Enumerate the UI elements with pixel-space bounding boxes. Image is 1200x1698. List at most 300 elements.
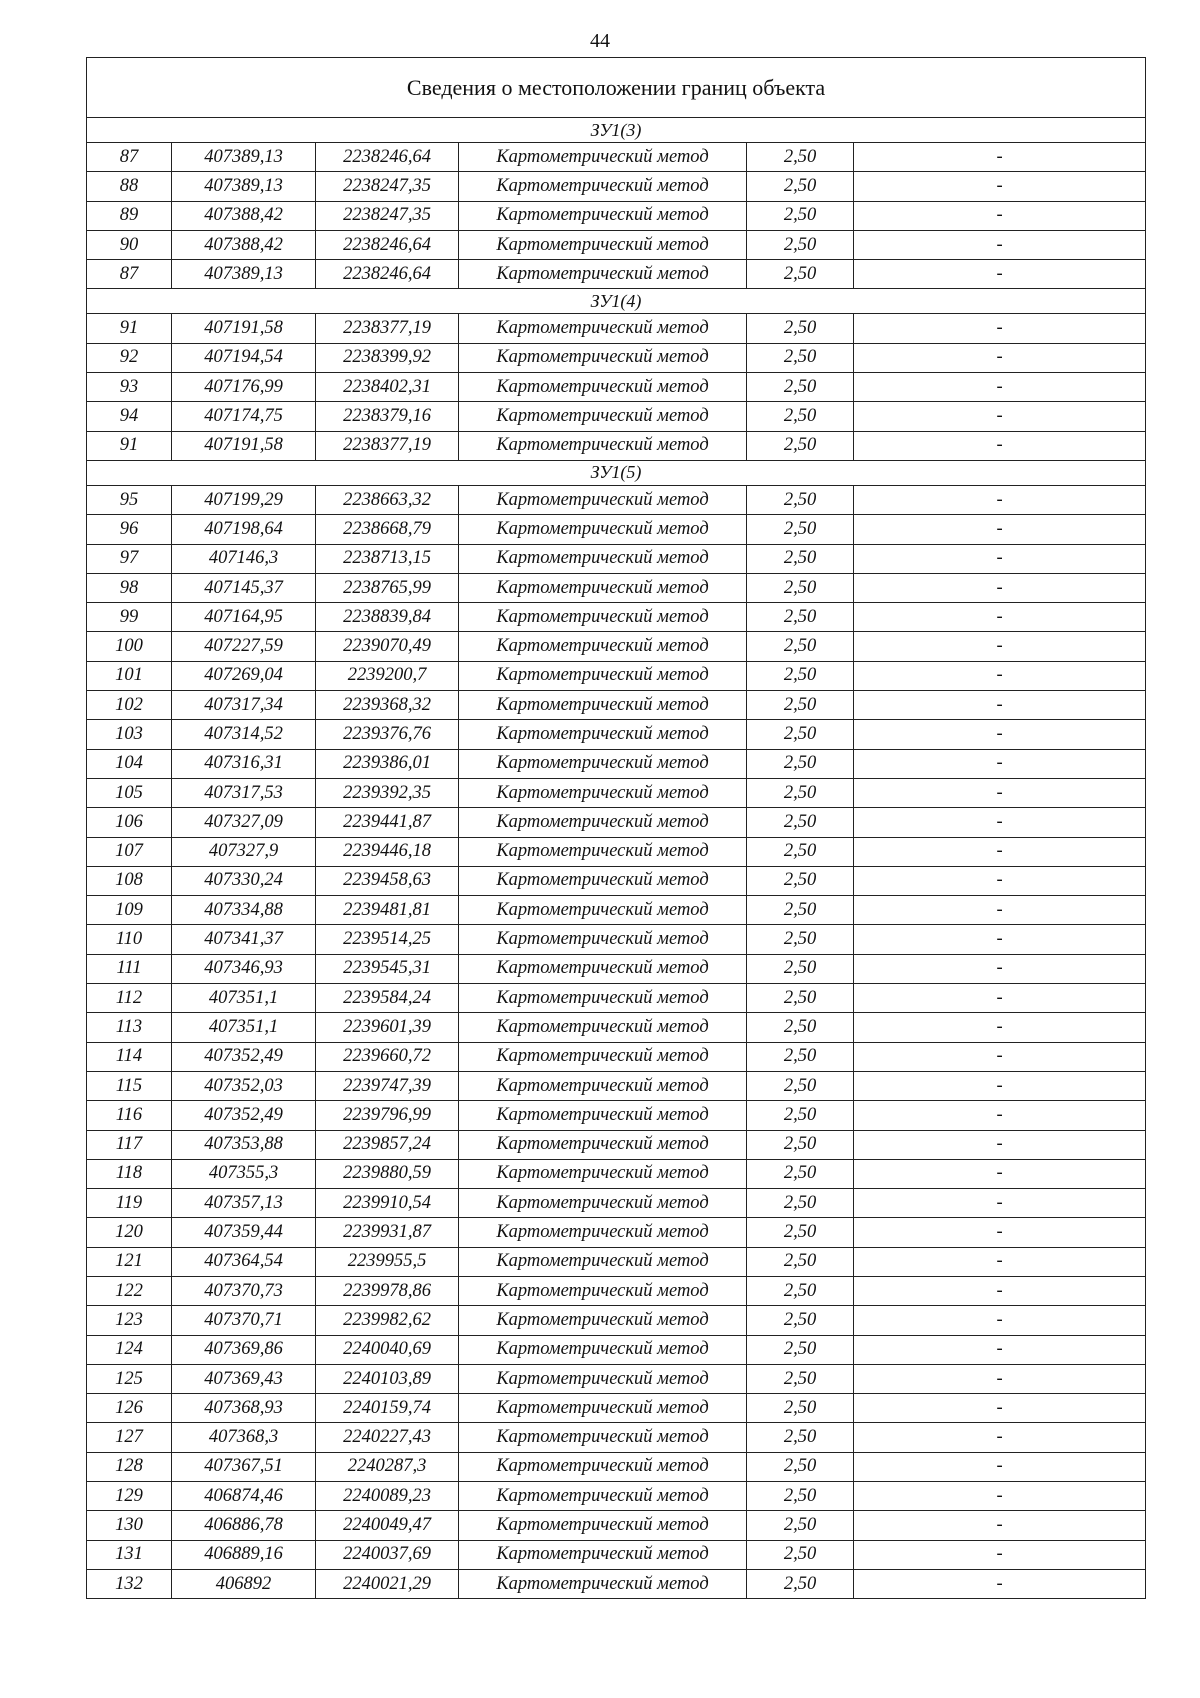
accuracy-cell: 2,50 <box>747 603 854 632</box>
y-coordinate-cell: 2238377,19 <box>316 314 459 343</box>
y-coordinate-cell: 2239931,87 <box>316 1218 459 1247</box>
y-coordinate-cell: 2238713,15 <box>316 544 459 573</box>
x-coordinate-cell: 407191,58 <box>172 314 316 343</box>
point-number-cell: 121 <box>87 1247 172 1276</box>
point-number-cell: 106 <box>87 808 172 837</box>
x-coordinate-cell: 407388,42 <box>172 230 316 259</box>
description-cell: - <box>854 837 1146 866</box>
accuracy-cell: 2,50 <box>747 1423 854 1452</box>
accuracy-cell: 2,50 <box>747 1335 854 1364</box>
accuracy-cell: 2,50 <box>747 1482 854 1511</box>
table-row <box>87 1013 1146 1042</box>
method-cell: Картометрический метод <box>459 896 747 925</box>
table-row <box>87 691 1146 720</box>
method-cell: Картометрический метод <box>459 778 747 807</box>
table-row <box>87 1159 1146 1188</box>
description-cell: - <box>854 1540 1146 1569</box>
x-coordinate-cell: 407176,99 <box>172 373 316 402</box>
description-cell: - <box>854 1511 1146 1540</box>
accuracy-cell: 2,50 <box>747 260 854 289</box>
method-cell: Картометрический метод <box>459 1306 747 1335</box>
method-cell: Картометрический метод <box>459 1101 747 1130</box>
table-row <box>87 866 1146 895</box>
y-coordinate-cell: 2239368,32 <box>316 691 459 720</box>
table-row <box>87 984 1146 1013</box>
table-row <box>87 1482 1146 1511</box>
description-cell: - <box>854 343 1146 372</box>
description-cell: - <box>854 1218 1146 1247</box>
description-cell: - <box>854 1394 1146 1423</box>
description-cell: - <box>854 866 1146 895</box>
description-cell: - <box>854 632 1146 661</box>
y-coordinate-cell: 2239982,62 <box>316 1306 459 1335</box>
point-number-cell: 130 <box>87 1511 172 1540</box>
accuracy-cell: 2,50 <box>747 544 854 573</box>
table-row <box>87 896 1146 925</box>
accuracy-cell: 2,50 <box>747 431 854 460</box>
point-number-cell: 90 <box>87 230 172 259</box>
point-number-cell: 117 <box>87 1130 172 1159</box>
x-coordinate-cell: 407194,54 <box>172 343 316 372</box>
x-coordinate-cell: 407389,13 <box>172 143 316 172</box>
table-row <box>87 1511 1146 1540</box>
accuracy-cell: 2,50 <box>747 373 854 402</box>
description-cell: - <box>854 431 1146 460</box>
y-coordinate-cell: 2239660,72 <box>316 1042 459 1071</box>
y-coordinate-cell: 2239441,87 <box>316 808 459 837</box>
description-cell: - <box>854 260 1146 289</box>
point-number-cell: 92 <box>87 343 172 372</box>
method-cell: Картометрический метод <box>459 431 747 460</box>
y-coordinate-cell: 2240049,47 <box>316 1511 459 1540</box>
description-cell: - <box>854 954 1146 983</box>
x-coordinate-cell: 407327,09 <box>172 808 316 837</box>
y-coordinate-cell: 2240037,69 <box>316 1540 459 1569</box>
description-cell: - <box>854 143 1146 172</box>
y-coordinate-cell: 2238399,92 <box>316 343 459 372</box>
method-cell: Картометрический метод <box>459 402 747 431</box>
method-cell: Картометрический метод <box>459 143 747 172</box>
description-cell: - <box>854 515 1146 544</box>
boundary-coordinates-table <box>86 57 1146 1599</box>
table-row <box>87 720 1146 749</box>
accuracy-cell: 2,50 <box>747 1071 854 1100</box>
point-number-cell: 109 <box>87 896 172 925</box>
method-cell: Картометрический метод <box>459 1423 747 1452</box>
method-cell: Картометрический метод <box>459 603 747 632</box>
x-coordinate-cell: 407191,58 <box>172 431 316 460</box>
x-coordinate-cell: 407199,29 <box>172 485 316 514</box>
point-number-cell: 129 <box>87 1482 172 1511</box>
point-number-cell: 98 <box>87 573 172 602</box>
description-cell: - <box>854 661 1146 690</box>
accuracy-cell: 2,50 <box>747 1042 854 1071</box>
point-number-cell: 113 <box>87 1013 172 1042</box>
y-coordinate-cell: 2239070,49 <box>316 632 459 661</box>
method-cell: Картометрический метод <box>459 1394 747 1423</box>
point-number-cell: 111 <box>87 954 172 983</box>
y-coordinate-cell: 2239857,24 <box>316 1130 459 1159</box>
method-cell: Картометрический метод <box>459 1511 747 1540</box>
method-cell: Картометрический метод <box>459 1071 747 1100</box>
table-row <box>87 373 1146 402</box>
accuracy-cell: 2,50 <box>747 1101 854 1130</box>
description-cell: - <box>854 1569 1146 1598</box>
table-row <box>87 661 1146 690</box>
section-header-row <box>87 118 1146 143</box>
description-cell: - <box>854 230 1146 259</box>
accuracy-cell: 2,50 <box>747 1364 854 1393</box>
page-number: 44 <box>590 30 610 52</box>
x-coordinate-cell: 407355,3 <box>172 1159 316 1188</box>
accuracy-cell: 2,50 <box>747 1569 854 1598</box>
description-cell: - <box>854 603 1146 632</box>
accuracy-cell: 2,50 <box>747 1247 854 1276</box>
point-number-cell: 125 <box>87 1364 172 1393</box>
method-cell: Картометрический метод <box>459 1364 747 1393</box>
x-coordinate-cell: 407388,42 <box>172 201 316 230</box>
table-row <box>87 201 1146 230</box>
x-coordinate-cell: 407352,49 <box>172 1042 316 1071</box>
y-coordinate-cell: 2238377,19 <box>316 431 459 460</box>
method-cell: Картометрический метод <box>459 1042 747 1071</box>
description-cell: - <box>854 749 1146 778</box>
description-cell: - <box>854 691 1146 720</box>
method-cell: Картометрический метод <box>459 544 747 573</box>
accuracy-cell: 2,50 <box>747 632 854 661</box>
description-cell: - <box>854 201 1146 230</box>
accuracy-cell: 2,50 <box>747 1511 854 1540</box>
y-coordinate-cell: 2239200,7 <box>316 661 459 690</box>
y-coordinate-cell: 2238663,32 <box>316 485 459 514</box>
method-cell: Картометрический метод <box>459 343 747 372</box>
method-cell: Картометрический метод <box>459 573 747 602</box>
point-number-cell: 87 <box>87 260 172 289</box>
point-number-cell: 119 <box>87 1189 172 1218</box>
method-cell: Картометрический метод <box>459 954 747 983</box>
accuracy-cell: 2,50 <box>747 201 854 230</box>
x-coordinate-cell: 407164,95 <box>172 603 316 632</box>
point-number-cell: 120 <box>87 1218 172 1247</box>
y-coordinate-cell: 2238765,99 <box>316 573 459 602</box>
method-cell: Картометрический метод <box>459 749 747 778</box>
description-cell: - <box>854 1189 1146 1218</box>
point-number-cell: 100 <box>87 632 172 661</box>
y-coordinate-cell: 2239446,18 <box>316 837 459 866</box>
x-coordinate-cell: 406874,46 <box>172 1482 316 1511</box>
table-row <box>87 749 1146 778</box>
x-coordinate-cell: 407269,04 <box>172 661 316 690</box>
x-coordinate-cell: 407352,49 <box>172 1101 316 1130</box>
accuracy-cell: 2,50 <box>747 172 854 201</box>
accuracy-cell: 2,50 <box>747 515 854 544</box>
description-cell: - <box>854 1013 1146 1042</box>
point-number-cell: 103 <box>87 720 172 749</box>
x-coordinate-cell: 407146,3 <box>172 544 316 573</box>
table-row <box>87 314 1146 343</box>
table-row <box>87 544 1146 573</box>
description-cell: - <box>854 1452 1146 1481</box>
x-coordinate-cell: 406889,16 <box>172 1540 316 1569</box>
y-coordinate-cell: 2239747,39 <box>316 1071 459 1100</box>
point-number-cell: 131 <box>87 1540 172 1569</box>
y-coordinate-cell: 2238246,64 <box>316 143 459 172</box>
table-row <box>87 1189 1146 1218</box>
accuracy-cell: 2,50 <box>747 749 854 778</box>
method-cell: Картометрический метод <box>459 1189 747 1218</box>
method-cell: Картометрический метод <box>459 1218 747 1247</box>
point-number-cell: 102 <box>87 691 172 720</box>
accuracy-cell: 2,50 <box>747 1452 854 1481</box>
x-coordinate-cell: 407145,37 <box>172 573 316 602</box>
method-cell: Картометрический метод <box>459 925 747 954</box>
point-number-cell: 116 <box>87 1101 172 1130</box>
x-coordinate-cell: 407370,73 <box>172 1276 316 1305</box>
section-header-row <box>87 460 1146 485</box>
x-coordinate-cell: 407367,51 <box>172 1452 316 1481</box>
point-number-cell: 91 <box>87 314 172 343</box>
method-cell: Картометрический метод <box>459 661 747 690</box>
y-coordinate-cell: 2239910,54 <box>316 1189 459 1218</box>
table-row <box>87 1394 1146 1423</box>
x-coordinate-cell: 407346,93 <box>172 954 316 983</box>
y-coordinate-cell: 2238402,31 <box>316 373 459 402</box>
x-coordinate-cell: 407351,1 <box>172 984 316 1013</box>
y-coordinate-cell: 2239392,35 <box>316 778 459 807</box>
y-coordinate-cell: 2240021,29 <box>316 1569 459 1598</box>
method-cell: Картометрический метод <box>459 1276 747 1305</box>
accuracy-cell: 2,50 <box>747 925 854 954</box>
accuracy-cell: 2,50 <box>747 1159 854 1188</box>
table-title: Сведения о местоположении границ объекта <box>87 58 1146 118</box>
accuracy-cell: 2,50 <box>747 1013 854 1042</box>
description-cell: - <box>854 1482 1146 1511</box>
y-coordinate-cell: 2240089,23 <box>316 1482 459 1511</box>
point-number-cell: 101 <box>87 661 172 690</box>
table-row <box>87 230 1146 259</box>
x-coordinate-cell: 407357,13 <box>172 1189 316 1218</box>
table-row <box>87 808 1146 837</box>
description-cell: - <box>854 172 1146 201</box>
table-row <box>87 172 1146 201</box>
y-coordinate-cell: 2239955,5 <box>316 1247 459 1276</box>
y-coordinate-cell: 2239376,76 <box>316 720 459 749</box>
accuracy-cell: 2,50 <box>747 1306 854 1335</box>
accuracy-cell: 2,50 <box>747 230 854 259</box>
description-cell: - <box>854 1101 1146 1130</box>
x-coordinate-cell: 407368,3 <box>172 1423 316 1452</box>
method-cell: Картометрический метод <box>459 1569 747 1598</box>
point-number-cell: 122 <box>87 1276 172 1305</box>
point-number-cell: 108 <box>87 866 172 895</box>
point-number-cell: 91 <box>87 431 172 460</box>
table-row <box>87 485 1146 514</box>
method-cell: Картометрический метод <box>459 314 747 343</box>
accuracy-cell: 2,50 <box>747 720 854 749</box>
accuracy-cell: 2,50 <box>747 837 854 866</box>
description-cell: - <box>854 1335 1146 1364</box>
method-cell: Картометрический метод <box>459 1452 747 1481</box>
table-row <box>87 1452 1146 1481</box>
x-coordinate-cell: 406886,78 <box>172 1511 316 1540</box>
x-coordinate-cell: 407368,93 <box>172 1394 316 1423</box>
table-title-row <box>87 58 1146 118</box>
x-coordinate-cell: 407352,03 <box>172 1071 316 1100</box>
x-coordinate-cell: 407341,37 <box>172 925 316 954</box>
method-cell: Картометрический метод <box>459 260 747 289</box>
section-header-row <box>87 289 1146 314</box>
y-coordinate-cell: 2238839,84 <box>316 603 459 632</box>
description-cell: - <box>854 808 1146 837</box>
table-row <box>87 431 1146 460</box>
method-cell: Картометрический метод <box>459 1335 747 1364</box>
accuracy-cell: 2,50 <box>747 402 854 431</box>
section-name: ЗУ1(5) <box>87 460 1146 485</box>
accuracy-cell: 2,50 <box>747 691 854 720</box>
table-row <box>87 1569 1146 1598</box>
accuracy-cell: 2,50 <box>747 1218 854 1247</box>
table-row <box>87 1071 1146 1100</box>
x-coordinate-cell: 407389,13 <box>172 260 316 289</box>
method-cell: Картометрический метод <box>459 515 747 544</box>
description-cell: - <box>854 485 1146 514</box>
description-cell: - <box>854 373 1146 402</box>
table-row <box>87 1540 1146 1569</box>
table-row <box>87 343 1146 372</box>
description-cell: - <box>854 1276 1146 1305</box>
description-cell: - <box>854 778 1146 807</box>
point-number-cell: 118 <box>87 1159 172 1188</box>
point-number-cell: 104 <box>87 749 172 778</box>
accuracy-cell: 2,50 <box>747 314 854 343</box>
table-row <box>87 260 1146 289</box>
x-coordinate-cell: 407364,54 <box>172 1247 316 1276</box>
x-coordinate-cell: 407317,53 <box>172 778 316 807</box>
point-number-cell: 94 <box>87 402 172 431</box>
y-coordinate-cell: 2239584,24 <box>316 984 459 1013</box>
y-coordinate-cell: 2239514,25 <box>316 925 459 954</box>
section-name: ЗУ1(3) <box>87 118 1146 143</box>
point-number-cell: 97 <box>87 544 172 573</box>
x-coordinate-cell: 407370,71 <box>172 1306 316 1335</box>
x-coordinate-cell: 406892 <box>172 1569 316 1598</box>
description-cell: - <box>854 402 1146 431</box>
x-coordinate-cell: 407369,43 <box>172 1364 316 1393</box>
table-row <box>87 632 1146 661</box>
table-row <box>87 515 1146 544</box>
y-coordinate-cell: 2238246,64 <box>316 230 459 259</box>
method-cell: Картометрический метод <box>459 837 747 866</box>
accuracy-cell: 2,50 <box>747 1130 854 1159</box>
point-number-cell: 114 <box>87 1042 172 1071</box>
table-row <box>87 1101 1146 1130</box>
point-number-cell: 110 <box>87 925 172 954</box>
table-row <box>87 1276 1146 1305</box>
table-row <box>87 954 1146 983</box>
y-coordinate-cell: 2239386,01 <box>316 749 459 778</box>
table-row <box>87 1247 1146 1276</box>
method-cell: Картометрический метод <box>459 691 747 720</box>
method-cell: Картометрический метод <box>459 1013 747 1042</box>
x-coordinate-cell: 407353,88 <box>172 1130 316 1159</box>
y-coordinate-cell: 2238246,64 <box>316 260 459 289</box>
point-number-cell: 96 <box>87 515 172 544</box>
y-coordinate-cell: 2240287,3 <box>316 1452 459 1481</box>
x-coordinate-cell: 407198,64 <box>172 515 316 544</box>
description-cell: - <box>854 1042 1146 1071</box>
method-cell: Картометрический метод <box>459 373 747 402</box>
table-row <box>87 778 1146 807</box>
point-number-cell: 127 <box>87 1423 172 1452</box>
description-cell: - <box>854 720 1146 749</box>
method-cell: Картометрический метод <box>459 866 747 895</box>
table-row <box>87 837 1146 866</box>
description-cell: - <box>854 544 1146 573</box>
x-coordinate-cell: 407359,44 <box>172 1218 316 1247</box>
accuracy-cell: 2,50 <box>747 1189 854 1218</box>
method-cell: Картометрический метод <box>459 1540 747 1569</box>
accuracy-cell: 2,50 <box>747 778 854 807</box>
y-coordinate-cell: 2240159,74 <box>316 1394 459 1423</box>
table-row <box>87 1335 1146 1364</box>
description-cell: - <box>854 925 1146 954</box>
table-row <box>87 143 1146 172</box>
y-coordinate-cell: 2238379,16 <box>316 402 459 431</box>
description-cell: - <box>854 1071 1146 1100</box>
y-coordinate-cell: 2239545,31 <box>316 954 459 983</box>
point-number-cell: 128 <box>87 1452 172 1481</box>
accuracy-cell: 2,50 <box>747 1540 854 1569</box>
point-number-cell: 126 <box>87 1394 172 1423</box>
y-coordinate-cell: 2239601,39 <box>316 1013 459 1042</box>
accuracy-cell: 2,50 <box>747 485 854 514</box>
table-row <box>87 1306 1146 1335</box>
accuracy-cell: 2,50 <box>747 896 854 925</box>
point-number-cell: 88 <box>87 172 172 201</box>
description-cell: - <box>854 984 1146 1013</box>
y-coordinate-cell: 2239880,59 <box>316 1159 459 1188</box>
x-coordinate-cell: 407327,9 <box>172 837 316 866</box>
accuracy-cell: 2,50 <box>747 661 854 690</box>
x-coordinate-cell: 407334,88 <box>172 896 316 925</box>
x-coordinate-cell: 407316,31 <box>172 749 316 778</box>
accuracy-cell: 2,50 <box>747 343 854 372</box>
y-coordinate-cell: 2238668,79 <box>316 515 459 544</box>
point-number-cell: 105 <box>87 778 172 807</box>
point-number-cell: 115 <box>87 1071 172 1100</box>
y-coordinate-cell: 2240227,43 <box>316 1423 459 1452</box>
accuracy-cell: 2,50 <box>747 808 854 837</box>
point-number-cell: 123 <box>87 1306 172 1335</box>
description-cell: - <box>854 896 1146 925</box>
x-coordinate-cell: 407351,1 <box>172 1013 316 1042</box>
x-coordinate-cell: 407317,34 <box>172 691 316 720</box>
method-cell: Картометрический метод <box>459 1247 747 1276</box>
table-row <box>87 603 1146 632</box>
point-number-cell: 99 <box>87 603 172 632</box>
y-coordinate-cell: 2238247,35 <box>316 172 459 201</box>
x-coordinate-cell: 407330,24 <box>172 866 316 895</box>
method-cell: Картометрический метод <box>459 1159 747 1188</box>
accuracy-cell: 2,50 <box>747 984 854 1013</box>
method-cell: Картометрический метод <box>459 632 747 661</box>
description-cell: - <box>854 573 1146 602</box>
method-cell: Картометрический метод <box>459 720 747 749</box>
table-row <box>87 1130 1146 1159</box>
method-cell: Картометрический метод <box>459 201 747 230</box>
point-number-cell: 93 <box>87 373 172 402</box>
y-coordinate-cell: 2240103,89 <box>316 1364 459 1393</box>
